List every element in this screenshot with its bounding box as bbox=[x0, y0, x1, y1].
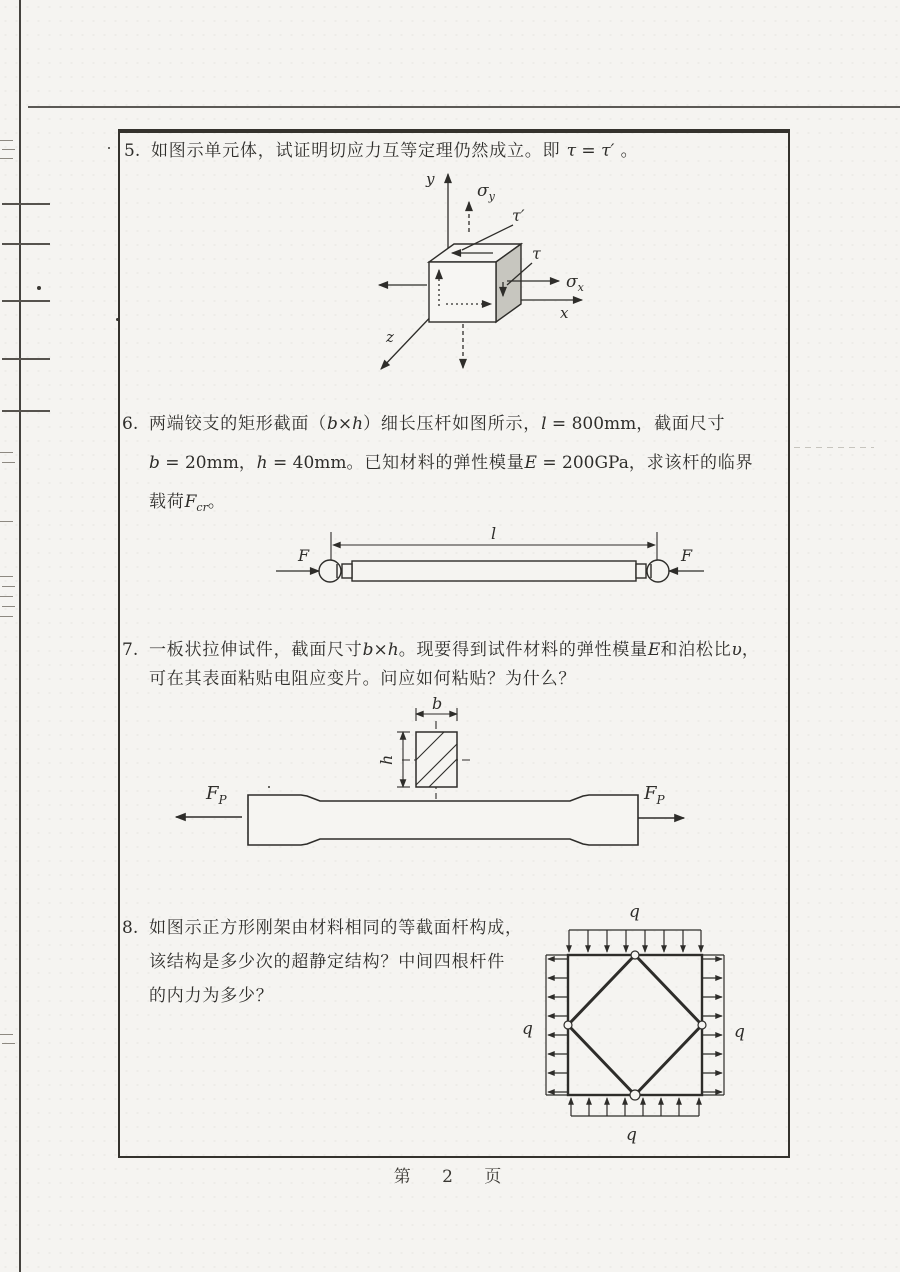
load-labels bbox=[522, 902, 745, 1145]
force-right-label: F bbox=[681, 546, 693, 565]
scan-binding-line bbox=[19, 0, 21, 1272]
q5-number: 5. bbox=[124, 141, 141, 161]
scan-mark bbox=[2, 606, 15, 607]
scan-speck bbox=[37, 286, 41, 290]
q7-number: 7. bbox=[122, 640, 139, 660]
q7-line-2: 可在其表面粘贴电阻应变片。问应如何粘贴？为什么？ bbox=[149, 669, 577, 689]
scan-mark bbox=[0, 158, 13, 159]
scan-tick bbox=[2, 358, 50, 360]
force-left-label: $F_P$ bbox=[206, 783, 227, 807]
scan-top-rule bbox=[28, 106, 900, 108]
scan-mark bbox=[2, 462, 15, 463]
bar-and-pins bbox=[319, 560, 669, 582]
question-8 bbox=[122, 911, 539, 1013]
scan-tick bbox=[2, 300, 50, 302]
scan-speck bbox=[108, 147, 110, 149]
load-right-label: q bbox=[734, 1022, 745, 1042]
question-7 bbox=[122, 636, 804, 694]
q5-line-1: 5. 如图示单元体，试证明切应力互等定理仍然成立。即 τ = τ′ 。 bbox=[151, 137, 791, 166]
question-5 bbox=[124, 137, 791, 166]
scan-mark bbox=[0, 521, 13, 522]
force-left-label: F bbox=[298, 546, 310, 565]
scan-tick bbox=[2, 243, 50, 245]
q6-number: 6. bbox=[122, 414, 139, 434]
column-figure bbox=[270, 523, 710, 605]
specimen-outline bbox=[248, 795, 638, 845]
q8-line-2: 该结构是多少次的超静定结构？中间四根杆件 bbox=[149, 952, 505, 972]
q6-line-2: b = 20mm，h = 40mm。已知材料的弹性模量E = 200GPa，求该杆的临界 bbox=[149, 453, 754, 473]
height-label: h bbox=[377, 754, 396, 765]
scan-mark bbox=[0, 616, 13, 617]
q8-number: 8. bbox=[122, 918, 139, 938]
force-right-label: $F_P$ bbox=[644, 783, 665, 807]
scan-tick bbox=[2, 203, 50, 205]
scan-mark bbox=[0, 596, 13, 597]
page-number: 第 2 页 bbox=[393, 1167, 515, 1187]
axis-x-label: x bbox=[560, 304, 569, 322]
scan-tick bbox=[2, 410, 50, 412]
stress-cube bbox=[429, 244, 521, 322]
frame-figure bbox=[495, 893, 763, 1161]
specimen-figure bbox=[170, 697, 690, 883]
q6-line-1: 6. 两端铰支的矩形截面（b×h）细长压杆如图所示，l = 800mm，截面尺寸 bbox=[149, 405, 799, 444]
sigma-x-label: $\sigma_x$ bbox=[566, 272, 584, 294]
frame-structure bbox=[564, 951, 706, 1100]
load-bottom bbox=[571, 1098, 699, 1116]
scan-mark bbox=[2, 149, 15, 150]
scan-mark bbox=[2, 1043, 15, 1044]
load-top bbox=[569, 930, 701, 952]
q8-line-3: 的内力为多少？ bbox=[149, 986, 274, 1006]
width-label: b bbox=[432, 697, 443, 713]
axis-z-label: z bbox=[386, 328, 394, 346]
scan-mark bbox=[2, 586, 15, 587]
tau-prime-label: τ′ bbox=[512, 206, 525, 225]
tau-label: τ bbox=[532, 244, 541, 263]
scan-mark bbox=[0, 1034, 13, 1035]
q7-line-1: 7. 一板状拉伸试件，截面尺寸b×h。现要得到试件材料的弹性模量E和泊松比υ， bbox=[149, 636, 804, 665]
scan-mark bbox=[0, 140, 13, 141]
stress-element-figure bbox=[350, 168, 650, 390]
sigma-y-label: $\sigma_y$ bbox=[477, 181, 495, 203]
q6-line-3: 载荷$F_{cr}$。 bbox=[149, 492, 226, 514]
load-bottom-label: q bbox=[626, 1125, 637, 1145]
scan-mark bbox=[0, 576, 13, 577]
scan-mark bbox=[0, 452, 13, 453]
q8-line-1: 8. 如图示正方形刚架由材料相同的等截面杆构成， bbox=[149, 911, 539, 945]
load-left-label: q bbox=[522, 1019, 533, 1039]
length-label: l bbox=[491, 524, 497, 543]
axis-y-label: y bbox=[426, 170, 435, 188]
question-6 bbox=[122, 405, 799, 527]
load-top-label: q bbox=[629, 902, 640, 922]
cross-section bbox=[397, 708, 472, 799]
scan-faint-dash bbox=[794, 447, 874, 448]
